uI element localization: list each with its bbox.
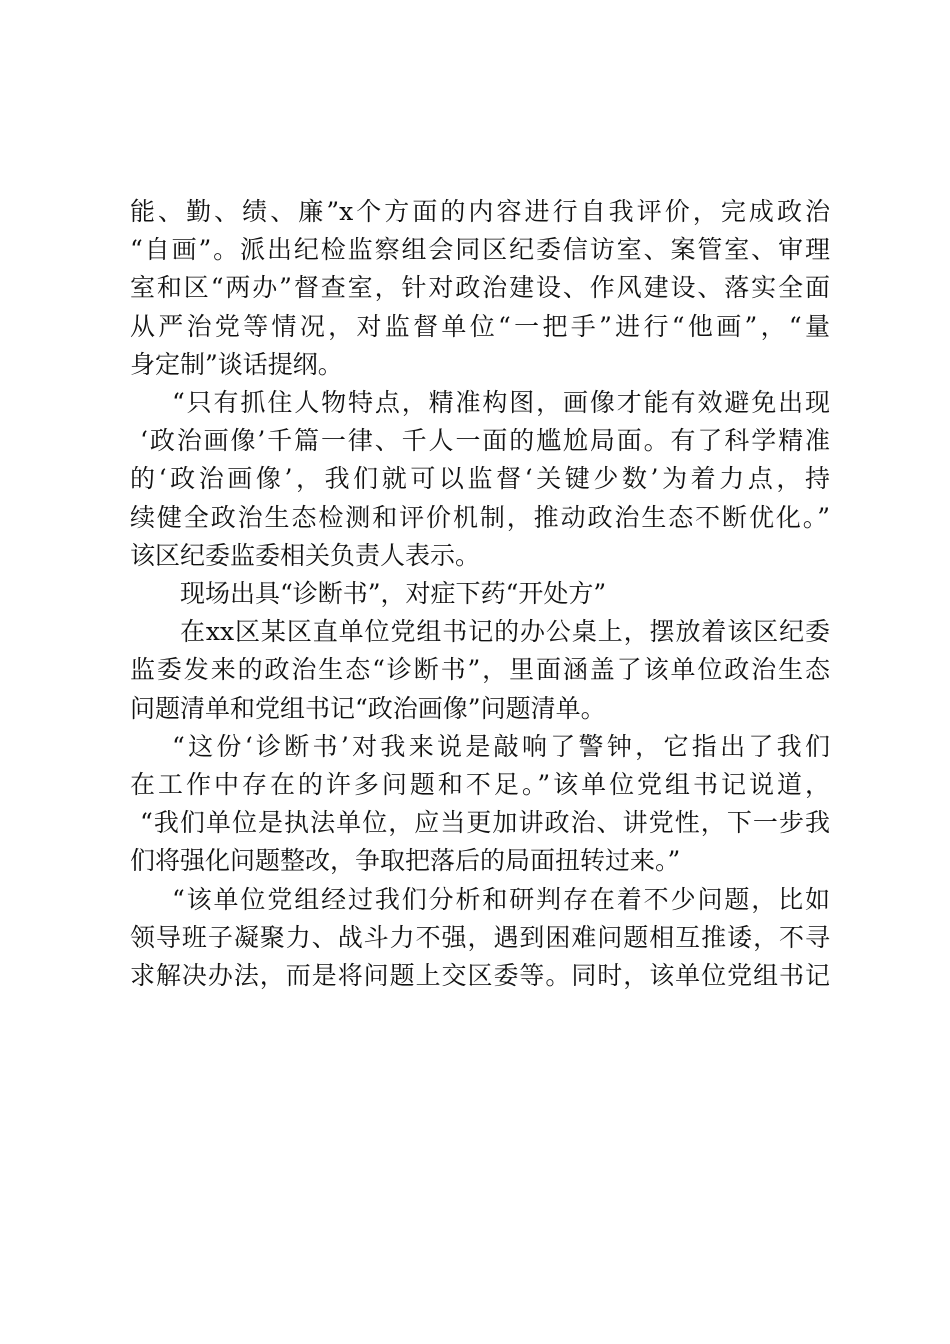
- paragraph-line: 室和区“两办”督查室，针对政治建设、作风建设、落实全面: [130, 273, 830, 303]
- paragraph-3: [130, 613, 830, 728]
- paragraph-line: 问题清单和党组书记“政治画像”问题清单。: [130, 693, 606, 723]
- paragraph-line: “该单位党组经过我们分析和研判存在着不少问题，比如: [172, 884, 830, 914]
- paragraph-line: 的‘政治画像’，我们就可以监督‘关键少数’为着力点，持: [130, 464, 830, 494]
- paragraph-5: [130, 881, 830, 996]
- paragraph-line: 在工作中存在的许多问题和不足。”该单位党组书记说道，: [130, 770, 830, 800]
- paragraph-line: 续健全政治生态检测和评价机制，推动政治生态不断优化。”: [130, 502, 830, 532]
- paragraph-line: 领导班子凝聚力、战斗力不强，遇到困难问题相互推诿，不寻: [130, 922, 830, 952]
- paragraph-line: “这份‘诊断书’对我来说是敲响了警钟，它指出了我们: [172, 731, 830, 761]
- section-heading: [130, 575, 830, 613]
- paragraph-1: [130, 193, 830, 384]
- paragraph-line: “我们单位是执法单位，应当更加讲政治、讲党性，下一步我: [140, 808, 830, 838]
- paragraph-line: 该区纪委监委相关负责人表示。: [130, 540, 481, 570]
- paragraph-2: [130, 384, 830, 575]
- paragraph-line: 求解决办法，而是将问题上交区委等。同时，该单位党组书记: [130, 961, 830, 991]
- paragraph-line: 监委发来的政治生态“诊断书”，里面涵盖了该单位政治生态: [130, 655, 830, 685]
- paragraph-line: “自画”。派出纪检监察组会同区纪委信访室、案管室、审理: [130, 235, 830, 265]
- section-heading-text: 现场出具“诊断书”，对症下药“开处方”: [180, 579, 607, 609]
- paragraph-line: 们将强化问题整改，争取把落后的局面扭转过来。”: [130, 846, 681, 876]
- paragraph-line: 身定制”谈话提纲。: [130, 349, 343, 379]
- paragraph-line: “只有抓住人物特点，精准构图，画像才能有效避免出现: [172, 388, 830, 418]
- paragraph-line: 能、勤、绩、廉”x个方面的内容进行自我评价，完成政治: [130, 197, 830, 226]
- paragraph-line: 从严治党等情况，对监督单位“一把手”进行“他画”，“量: [130, 311, 830, 341]
- document-page: [130, 193, 830, 995]
- paragraph-line: 在xx区某区直单位党组书记的办公桌上，摆放着该区纪委: [180, 617, 830, 647]
- paragraph-4: [130, 728, 830, 881]
- paragraph-line: ‘政治画像’千篇一律、千人一面的尴尬局面。有了科学精准: [140, 426, 830, 456]
